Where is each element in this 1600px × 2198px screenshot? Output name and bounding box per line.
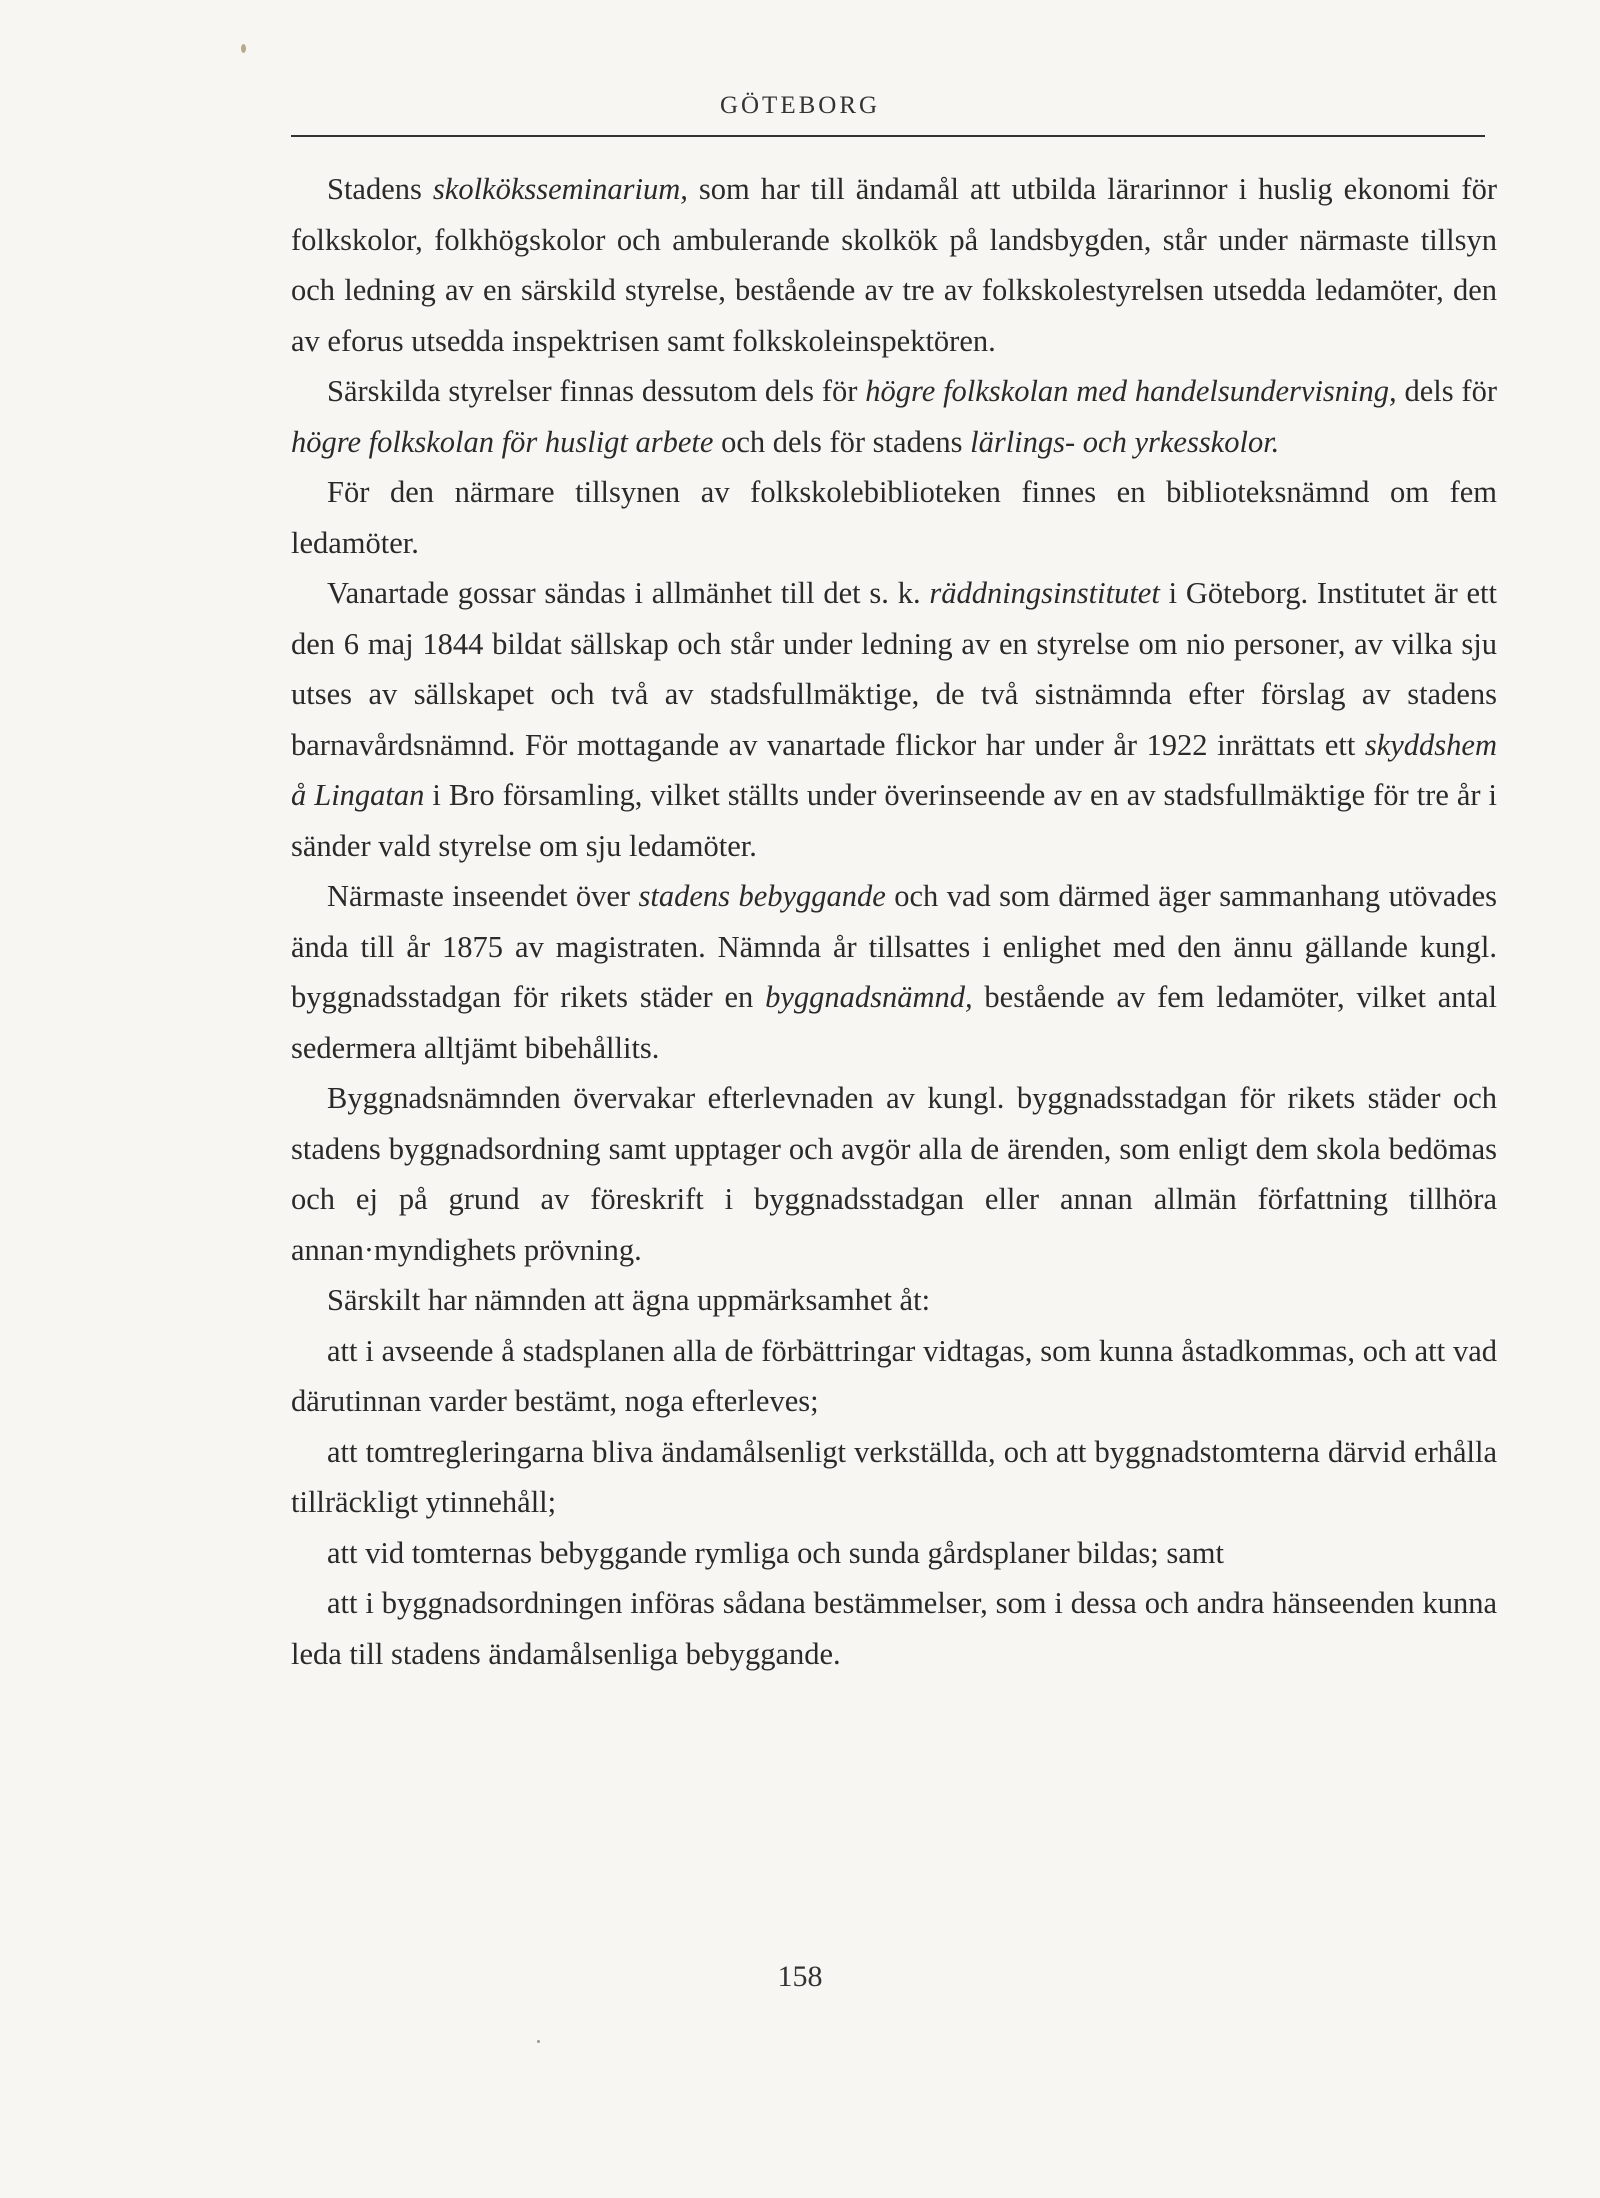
text-run: Särskilt har nämnden att ägna uppmärksamhet åt: bbox=[327, 1283, 931, 1317]
body-text bbox=[291, 164, 1497, 1679]
text-run: dels för bbox=[1396, 374, 1497, 408]
italic-term: räddningsinstitutet bbox=[929, 576, 1160, 610]
text-run: att i avseende å stadsplanen alla de förbättringar vidtagas, som kunna åstadkommas, och att vad därutinnan varder bestämt, noga efterleves; bbox=[291, 1333, 1497, 1418]
text-run: i Bro församling, vilket ställts under överinseende av en av stadsfullmäktige för tre år i sänder vald styrelse om sju ledamöter. bbox=[291, 778, 1497, 863]
text-run: i Göteborg. Institutet är ett den 6 maj 1844 bildat sällskap och står under ledning av en styrelse om nio personer, av vilka sju utses av sällskapet och två av stadsfullmäktige, de två sistnämnda efter förslag av stadens barnavårdsnämnd. För mottagande av vanartade flickor har under år 1922 inrättats ett bbox=[291, 576, 1498, 762]
paragraph bbox=[291, 568, 1497, 871]
paper-speck bbox=[537, 2040, 540, 2043]
paragraph bbox=[291, 164, 1497, 366]
text-run: att i byggnadsordningen införas sådana bestämmelser, som i dessa och andra hänseenden kunna leda till stadens ändamålsenliga bebyggande. bbox=[291, 1586, 1497, 1671]
italic-term: byggnadsnämnd, bbox=[765, 980, 973, 1014]
page-number: 158 bbox=[777, 1960, 823, 1993]
italic-term: skyddshem å Lingatan bbox=[291, 727, 1497, 812]
paragraph bbox=[291, 1427, 1497, 1528]
paper-speck bbox=[241, 44, 246, 53]
text-run: som har till ändamål att utbilda lärarinnor i huslig ekonomi för folkskolor, folkhögskolor och ambulerande skolkök på landsbygden, står under närmaste tillsyn och ledning av en särskild styrelse, bestående av tre av folkskolestyrelsen utsedda ledamöter, den av eforus utsedda inspektrisen samt folkskoleinspektören. bbox=[291, 172, 1497, 358]
paragraph bbox=[291, 1275, 1497, 1326]
header-rule bbox=[291, 135, 1485, 137]
text-run: bestående av fem ledamöter, vilket antal sedermera alltjämt bibehållits. bbox=[291, 980, 1497, 1065]
paragraph bbox=[291, 1578, 1497, 1679]
text-run: Stadens bbox=[327, 172, 433, 206]
text-run: För den närmare tillsynen av folkskolebiblioteken finnes en biblioteksnämnd om fem ledamöter. bbox=[291, 475, 1497, 560]
paragraph bbox=[291, 1073, 1497, 1275]
text-run: och dels för stadens bbox=[713, 424, 971, 459]
text-run: Byggnadsnämnden övervakar efterlevnaden av kungl. byggnadsstadgan för rikets städer och stadens byggnadsordning samt upptager och avgör alla de ärenden, som enligt dem skola bedömas och ej på grund av föreskrift i byggnadsstadgan eller annan allmän författning tillhöra annan·myndighets prövning. bbox=[291, 1081, 1497, 1267]
paragraph bbox=[291, 366, 1497, 467]
italic-term: lärlings- och yrkesskolor. bbox=[970, 424, 1280, 459]
text-run: Närmaste inseendet över bbox=[327, 879, 639, 913]
text-run: Vanartade gossar sändas i allmänhet till det s. k. bbox=[327, 576, 930, 610]
paragraph bbox=[291, 467, 1497, 568]
italic-term: skolköksseminarium, bbox=[432, 172, 688, 206]
running-title: GÖTEBORG bbox=[719, 92, 881, 119]
text-run: att vid tomternas bebyggande rymliga och sunda gårdsplaner bildas; samt bbox=[327, 1535, 1224, 1570]
paragraph bbox=[291, 1326, 1497, 1427]
italic-term: stadens bebyggande bbox=[638, 879, 886, 913]
text-run: Särskilda styrelser finnas dessutom dels för bbox=[327, 374, 866, 408]
text-run: och vad som därmed äger sammanhang utövades ända till år 1875 av magistraten. Nämnda år tillsattes i enlighet med den ännu gällande kungl. byggnadsstadgan för rikets städer en bbox=[291, 879, 1497, 1014]
italic-term: högre folkskolan med handelsundervisning, bbox=[865, 374, 1397, 408]
paragraph bbox=[291, 871, 1497, 1073]
paragraph bbox=[291, 1528, 1497, 1579]
italic-term: högre folkskolan för husligt arbete bbox=[291, 424, 714, 459]
text-run: att tomtregleringarna bliva ändamålsenligt verkställda, och att byggnadstomterna därvid erhålla tillräckligt ytinnehåll; bbox=[291, 1434, 1497, 1519]
